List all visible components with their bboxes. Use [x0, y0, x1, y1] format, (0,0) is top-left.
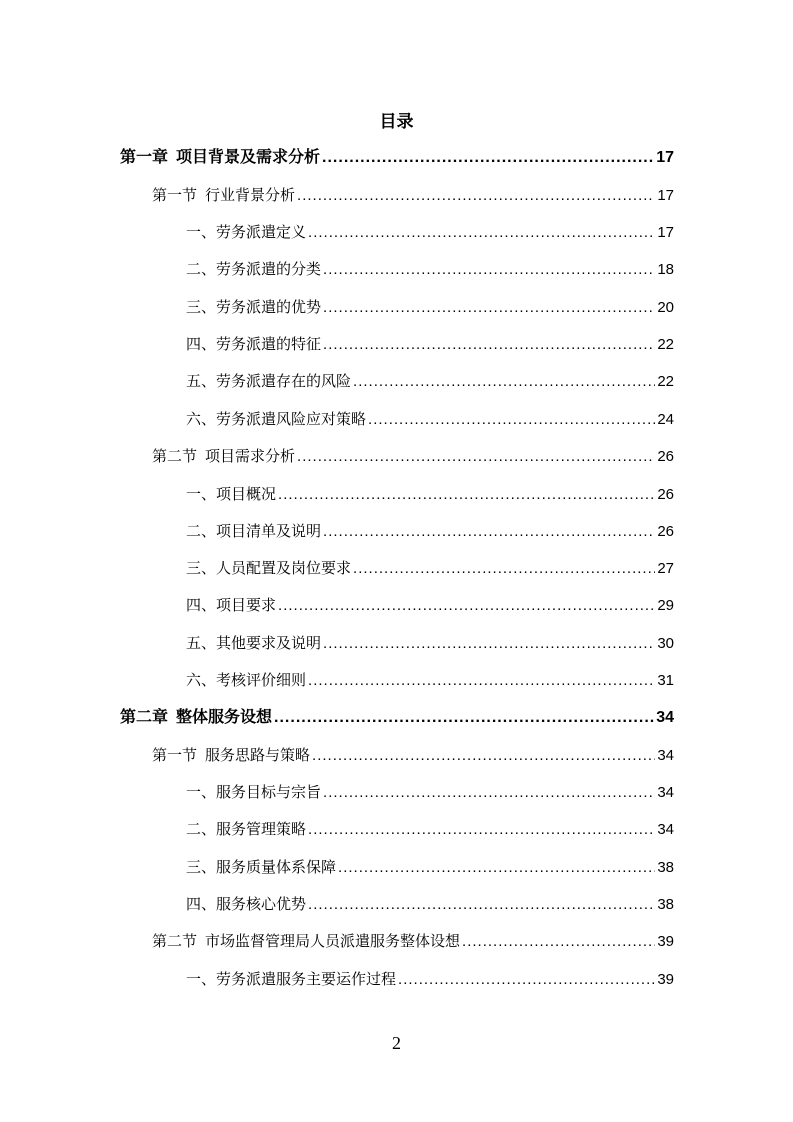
dot-leader — [308, 819, 655, 841]
dot-leader — [368, 409, 655, 431]
dot-leader — [308, 670, 655, 692]
entry-text: 服务目标与宗旨 — [216, 783, 322, 801]
dot-leader — [274, 707, 654, 729]
entry-page: 26 — [657, 448, 674, 465]
entry-prefix: 第二节 — [152, 447, 198, 465]
toc-entry-item[interactable] — [186, 968, 674, 990]
toc-entry-chapter[interactable] — [120, 146, 674, 168]
entry-prefix: 第一节 — [152, 746, 198, 764]
entry-page: 22 — [657, 373, 674, 390]
entry-text: 劳务派遣的特征 — [216, 335, 322, 353]
dot-leader — [323, 521, 655, 543]
toc-entry-item[interactable] — [186, 632, 674, 654]
entry-text: 劳务派遣服务主要运作过程 — [216, 970, 397, 988]
entry-text: 考核评价细则 — [216, 671, 307, 689]
entry-page: 20 — [657, 299, 674, 316]
entry-text: 整体服务设想 — [176, 707, 273, 726]
entry-text: 项目清单及说明 — [216, 522, 322, 540]
entry-page: 34 — [657, 747, 674, 764]
toc-entry-item[interactable] — [186, 221, 674, 243]
entry-prefix: 第二节 — [152, 932, 198, 950]
dot-leader — [353, 558, 655, 580]
entry-prefix: 一、 — [186, 485, 217, 503]
entry-prefix: 一、 — [186, 970, 217, 988]
entry-prefix: 六、 — [186, 410, 217, 428]
toc-entry-section[interactable] — [152, 445, 674, 467]
toc-entry-item[interactable] — [186, 370, 674, 392]
dot-leader — [312, 745, 655, 767]
toc-entry-chapter[interactable] — [120, 706, 674, 728]
page-number: 2 — [392, 1033, 401, 1053]
dot-leader — [353, 371, 655, 393]
entry-text: 服务核心优势 — [216, 895, 307, 913]
entry-text: 劳务派遣的优势 — [216, 298, 322, 316]
dot-leader — [308, 222, 655, 244]
dot-leader — [338, 857, 655, 879]
entry-prefix: 五、 — [186, 634, 217, 652]
toc-entry-item[interactable] — [186, 669, 674, 691]
entry-page: 27 — [657, 560, 674, 577]
entry-prefix: 三、 — [186, 858, 217, 876]
entry-text: 服务思路与策略 — [205, 746, 311, 764]
entry-page: 17 — [657, 187, 674, 204]
dot-leader — [308, 894, 655, 916]
entry-page: 30 — [657, 635, 674, 652]
dot-leader — [278, 595, 655, 617]
toc-entry-section[interactable] — [152, 930, 674, 952]
entry-prefix: 三、 — [186, 298, 217, 316]
entry-prefix: 第一节 — [152, 186, 198, 204]
entry-page: 17 — [657, 224, 674, 241]
entry-text: 其他要求及说明 — [216, 634, 322, 652]
entry-page: 26 — [657, 486, 674, 503]
entry-prefix: 二、 — [186, 820, 217, 838]
entry-text: 人员配置及岗位要求 — [216, 559, 352, 577]
dot-leader — [322, 147, 654, 169]
entry-page: 34 — [657, 784, 674, 801]
dot-leader — [462, 931, 655, 953]
entry-prefix: 四、 — [186, 596, 217, 614]
entry-page: 38 — [657, 896, 674, 913]
dot-leader — [398, 969, 655, 991]
entry-prefix: 二、 — [186, 522, 217, 540]
toc-entry-item[interactable] — [186, 520, 674, 542]
entry-text: 劳务派遣存在的风险 — [216, 372, 352, 390]
entry-prefix: 六、 — [186, 671, 217, 689]
dot-leader — [297, 446, 655, 468]
entry-page: 18 — [657, 261, 674, 278]
entry-page: 17 — [656, 149, 674, 166]
entry-page: 22 — [657, 336, 674, 353]
entry-prefix: 五、 — [186, 372, 217, 390]
entry-page: 29 — [657, 597, 674, 614]
entry-text: 项目概况 — [216, 485, 277, 503]
toc-entry-item[interactable] — [186, 483, 674, 505]
toc-entry-item[interactable] — [186, 258, 674, 280]
dot-leader — [278, 484, 655, 506]
dot-leader — [323, 782, 655, 804]
entry-prefix: 二、 — [186, 260, 217, 278]
entry-text: 项目需求分析 — [205, 447, 296, 465]
entry-text: 项目背景及需求分析 — [176, 147, 321, 166]
entry-text: 项目要求 — [216, 596, 277, 614]
entry-page: 31 — [657, 672, 674, 689]
toc-entry-item[interactable] — [186, 557, 674, 579]
entry-text: 服务管理策略 — [216, 820, 307, 838]
entry-prefix: 四、 — [186, 895, 217, 913]
entry-page: 39 — [657, 933, 674, 950]
entry-text: 市场监督管理局人员派遣服务整体设想 — [205, 932, 461, 950]
dot-leader — [297, 185, 655, 207]
toc-entry-item[interactable] — [186, 781, 674, 803]
entry-text: 服务质量体系保障 — [216, 858, 337, 876]
toc-entry-item[interactable] — [186, 408, 674, 430]
toc-title: 目录 — [379, 112, 414, 132]
entry-text: 劳务派遣定义 — [216, 223, 307, 241]
entry-prefix: 一、 — [186, 223, 217, 241]
entry-text: 劳务派遣的分类 — [216, 260, 322, 278]
toc-entry-section[interactable] — [152, 744, 674, 766]
toc-entry-section[interactable] — [152, 184, 674, 206]
toc-entry-item[interactable] — [186, 818, 674, 840]
dot-leader — [323, 259, 655, 281]
dot-leader — [323, 633, 655, 655]
toc-entry-item[interactable] — [186, 856, 674, 878]
toc-entry-item[interactable] — [186, 296, 674, 318]
toc-entry-item[interactable] — [186, 333, 674, 355]
entry-page: 24 — [657, 411, 674, 428]
toc-entry-item[interactable] — [186, 594, 674, 616]
dot-leader — [323, 297, 655, 319]
entry-page: 39 — [657, 971, 674, 988]
toc-entry-item[interactable] — [186, 893, 674, 915]
entry-page: 34 — [656, 709, 674, 726]
dot-leader — [323, 334, 655, 356]
entry-page: 38 — [657, 859, 674, 876]
entry-prefix: 四、 — [186, 335, 217, 353]
entry-page: 34 — [657, 821, 674, 838]
entry-prefix: 一、 — [186, 783, 217, 801]
entry-prefix: 三、 — [186, 559, 217, 577]
entry-text: 行业背景分析 — [205, 186, 296, 204]
entry-text: 劳务派遣风险应对策略 — [216, 410, 367, 428]
entry-prefix: 第二章 — [120, 707, 169, 726]
entry-page: 26 — [657, 523, 674, 540]
entry-prefix: 第一章 — [120, 147, 169, 166]
